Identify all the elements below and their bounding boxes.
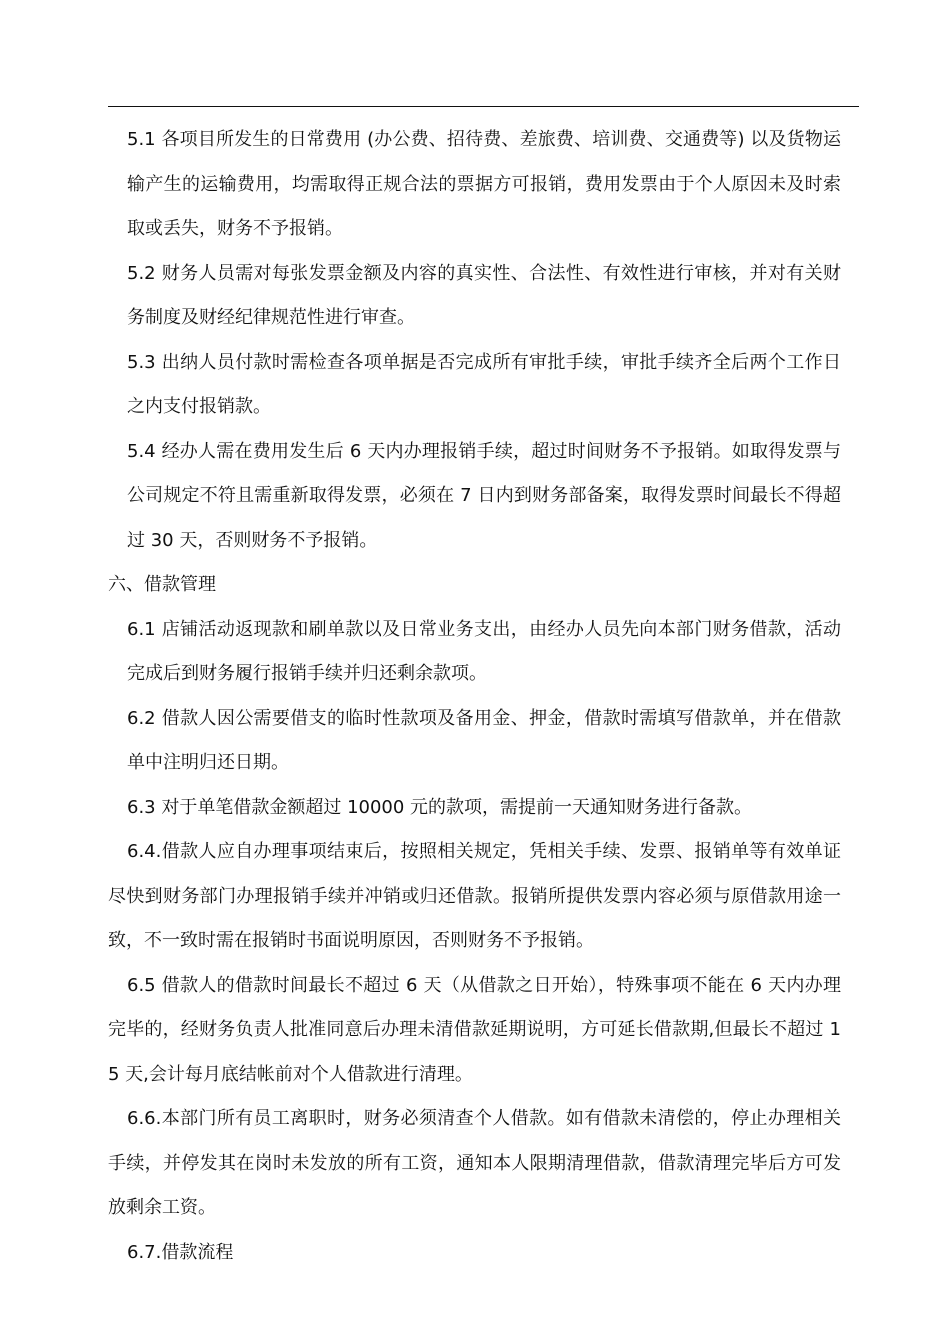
document-body [108,118,841,1275]
paragraph-6-3: 6.3 对于单笔借款金额超过 10000 元的款项，需提前一天通知财务进行备款。 [127,796,753,818]
paragraph-5-2: 5.2 财务人员需对每张发票金额及内容的真实性、合法性、有效性进行审核，并对有关财务制度及财经纪律规范性进行审查。 [127,262,841,328]
paragraph-6-2: 6.2 借款人因公需要借支的临时性款项及备用金、押金，借款时需填写借款单，并在借款单中注明归还日期。 [127,707,841,773]
paragraph-6-4: 6.4.借款人应自办理事项结束后，按照相关规定，凭相关手续、发票、报销单等有效单证尽快到财务部门办理报销手续并冲销或归还借款。报销所提供发票内容必须与原借款用途一致，不一致时需在报销时书面说明原因，否则财务不予报销。 [108,841,841,951]
paragraph-6-7: 6.7.借款流程 [127,1241,234,1263]
section-heading-loan-management: 六、借款管理 [108,574,216,595]
paragraph-6-5: 6.5 借款人的借款时间最长不超过 6 天（从借款之日开始），特殊事项不能在 6 天内办理完毕的，经财务负责人批准同意后办理未清借款延期说明，方可延长借款期,但最长不超过 15 天,会计每月底结帐前对个人借款进行清理。 [108,974,841,1085]
header-rule [108,106,859,107]
paragraph-5-1: 5.1 各项目所发生的日常费用 (办公费、招待费、差旅费、培训费、交通费等) 以及货物运输产生的运输费用，均需取得正规合法的票据方可报销，费用发票由于个人原因未及时索取或丢失，财务不予报销。 [127,129,841,239]
paragraph-5-3: 5.3 出纳人员付款时需检查各项单据是否完成所有审批手续，审批手续齐全后两个工作日之内支付报销款。 [127,351,841,417]
paragraph-6-1: 6.1 店铺活动返现款和刷单款以及日常业务支出，由经办人员先向本部门财务借款，活动完成后到财务履行报销手续并归还剩余款项。 [127,618,841,684]
paragraph-6-6: 6.6.本部门所有员工离职时，财务必须清查个人借款。如有借款未清偿的，停止办理相关手续，并停发其在岗时未发放的所有工资，通知本人限期清理借款，借款清理完毕后方可发放剩余工资。 [108,1108,841,1218]
paragraph-5-4: 5.4 经办人需在费用发生后 6 天内办理报销手续，超过时间财务不予报销。如取得发票与公司规定不符且需重新取得发票，必须在 7 日内到财务部备案，取得发票时间最长不得超过 30 天，否则财务不予报销。 [127,440,841,551]
